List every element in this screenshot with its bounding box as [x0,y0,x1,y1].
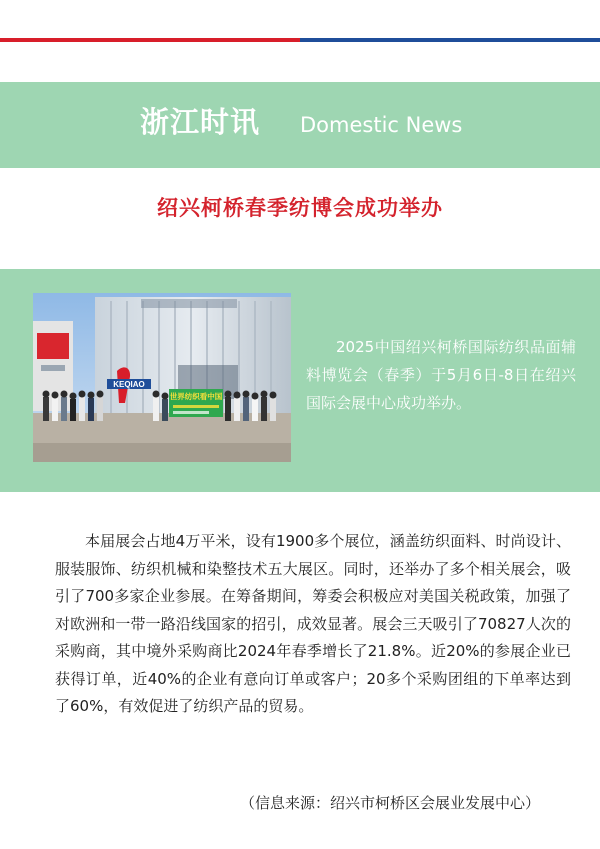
top-bar-red-segment [0,38,300,42]
photo-banner-text: 世界纺织看中国 [169,392,223,401]
summary-band [0,269,600,492]
section-title-en: Domestic News [300,113,463,137]
section-header [0,82,600,168]
top-bar-blue-segment [300,38,600,42]
article-summary: 2025中国绍兴柯桥国际纺织品面辅料博览会（春季）于5月6日-8日在绍兴国际会展中心成功举办。 [306,338,576,412]
article-body: 本届展会占地4万平米，设有1900多个展位，涵盖纺织面料、时尚设计、服装服饰、纺织机械和染整技术五大展区。同时，还举办了多个相关展会，吸引了700多家企业参展。在筹备期间，筹委会积极应对美国关税政策，加强了对欧洲和一带一路沿线国家的招引，成效显著。展会三天吸引了70827人次的采购商，其中境外采购商比2024年春季增长了21.8%。近20%的参展企业已获得订单，近40%的企业有意向订单或客户；20多个采购团组的下单率达到了60%，有效促进了纺织产品的贸易。 [55,532,571,715]
source-note: （信息来源：绍兴市柯桥区会展业发展中心） [239,794,540,812]
article-title: 绍兴柯桥春季纺博会成功举办 [157,196,443,220]
event-photo [33,293,291,462]
photo-sign-text: KEQIAO [113,380,145,389]
top-color-bar [0,38,600,42]
section-title-cn: 浙江时讯 [140,105,261,139]
